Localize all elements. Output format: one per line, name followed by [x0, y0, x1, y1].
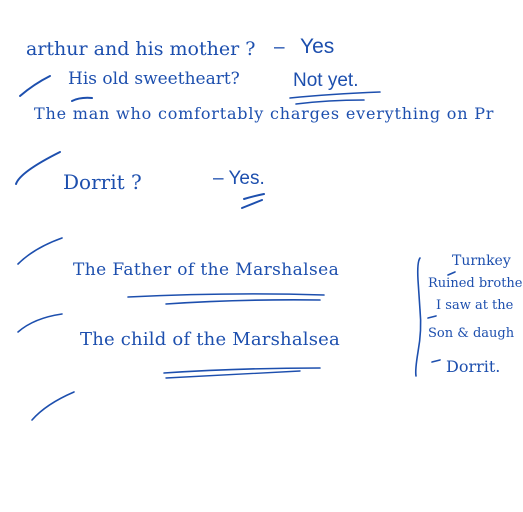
check-mark-1: [20, 76, 50, 96]
tick-under-his: [72, 98, 92, 101]
side-list-brace: [416, 258, 421, 376]
underline-yes-1: [244, 194, 264, 199]
line2-answer: Not yet.: [293, 70, 359, 91]
bullet-tick-1: [448, 272, 455, 275]
dorrit-question: Dorrit ?: [63, 170, 142, 194]
underline-father-2: [166, 300, 320, 304]
side-item-turnkey: Turnkey: [452, 253, 511, 269]
check-mark-5: [32, 392, 74, 420]
side-item-son-daughter: Son & daugh: [428, 326, 515, 341]
underline-father-1: [128, 294, 324, 297]
check-mark-3: [18, 238, 62, 264]
check-mark-4: [18, 314, 62, 332]
bullet-tick-2: [428, 316, 436, 318]
underline-not-yet-1: [290, 92, 380, 98]
underline-yes-2: [242, 200, 262, 208]
side-item-ruined-brother: Ruined brothe: [428, 276, 523, 291]
dorrit-answer: – Yes.: [213, 168, 265, 189]
check-mark-2: [16, 152, 60, 184]
side-item-i-saw: I saw at the: [436, 298, 514, 313]
bullet-tick-3: [432, 360, 440, 362]
line1-question: arthur and his mother ?: [26, 38, 256, 60]
line1-answer: Yes: [300, 35, 335, 58]
line1-dash: –: [274, 37, 285, 58]
side-item-dorrit: Dorrit.: [446, 357, 501, 376]
child-heading: The child of the Marshalsea: [80, 329, 340, 350]
father-heading: The Father of the Marshalsea: [73, 260, 340, 280]
line2-question: His old sweetheart?: [68, 69, 240, 89]
line3-text: The man who comfortably charges everything on Pr: [34, 104, 495, 123]
